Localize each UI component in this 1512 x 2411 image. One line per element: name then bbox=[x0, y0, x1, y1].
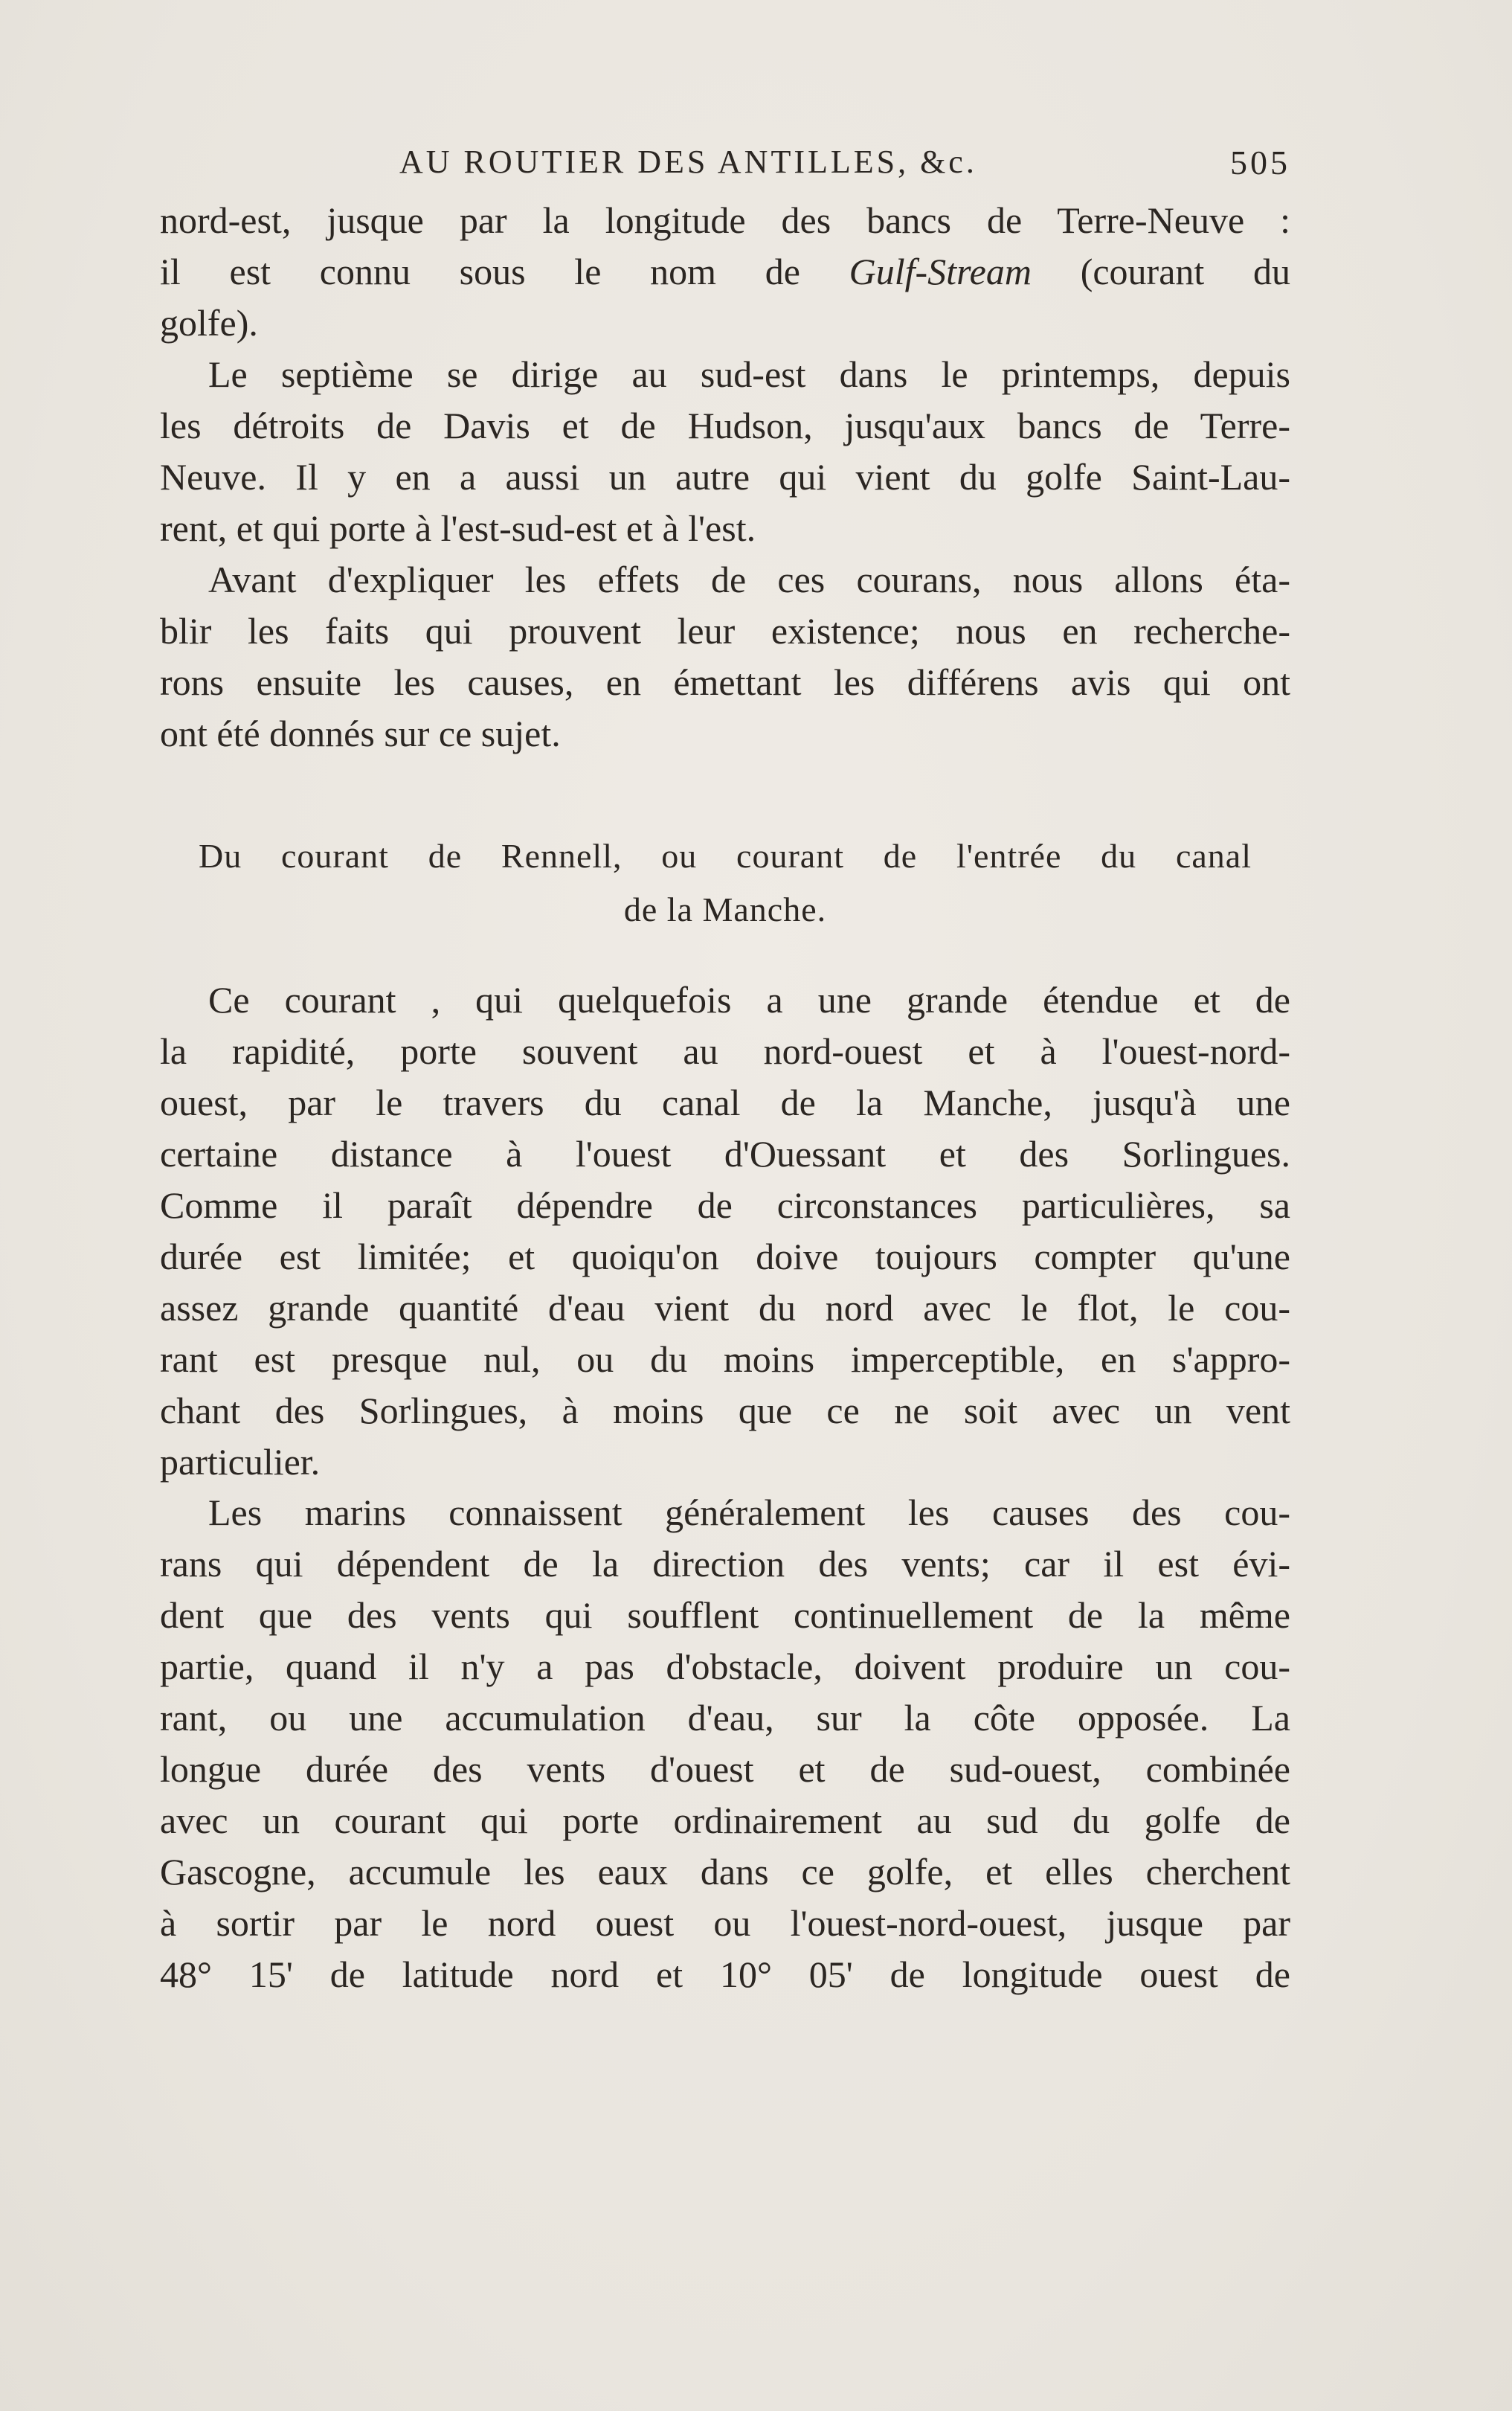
text-line: partie, quand il n'y a pas d'obstacle, doivent produire un cou- bbox=[160, 1646, 1290, 1687]
page-number: 505 bbox=[1230, 144, 1290, 182]
text-line: durée est limitée; et quoiqu'on doive toujours compter qu'une bbox=[160, 1236, 1290, 1277]
text-line: rons ensuite les causes, en émettant les différens avis qui ont bbox=[160, 661, 1290, 703]
text-line: ouest, par le travers du canal de la Manche, jusqu'à une bbox=[160, 1082, 1290, 1123]
text-line: rant, ou une accumulation d'eau, sur la côte opposée. La bbox=[160, 1697, 1290, 1739]
text-line: Gascogne, accumule les eaux dans ce golfe, et elles cherchent bbox=[160, 1851, 1290, 1892]
text-line: Les marins connaissent généralement les causes des cou- bbox=[208, 1492, 1290, 1533]
text-line: blir les faits qui prouvent leur existence; nous en recherche- bbox=[160, 610, 1290, 652]
text-segment: (courant du bbox=[1031, 251, 1290, 292]
text-line: chant des Sorlingues, à moins que ce ne soit avec un vent bbox=[160, 1390, 1290, 1431]
paragraph-seventh-current bbox=[160, 349, 1290, 554]
page-header bbox=[160, 143, 1290, 187]
text-line: rans qui dépendent de la direction des vents; car il est évi- bbox=[160, 1543, 1290, 1585]
text-line: 48° 15' de latitude nord et 10° 05' de longitude ouest de bbox=[160, 1953, 1290, 1995]
running-title: AU ROUTIER DES ANTILLES, &c. bbox=[399, 144, 977, 180]
paragraph-rennell-current bbox=[160, 975, 1290, 1488]
text-line: Comme il paraît dépendre de circonstances particulières, sa bbox=[160, 1184, 1290, 1226]
text-line: avec un courant qui porte ordinairement au sud du golfe de bbox=[160, 1800, 1290, 1841]
text-line: dent que des vents qui soufflent continuellement de la même bbox=[160, 1594, 1290, 1636]
paragraph-before-explaining bbox=[160, 554, 1290, 760]
text-line: certaine distance à l'ouest d'Ouessant et des Sorlingues. bbox=[160, 1133, 1290, 1175]
text-line: rant est presque nul, ou du moins imperceptible, en s'appro- bbox=[160, 1338, 1290, 1380]
paragraph-mariners bbox=[160, 1487, 1290, 2000]
text-line: Ce courant , qui quelquefois a une grande étendue et de bbox=[208, 979, 1290, 1021]
text-line: particulier. bbox=[160, 1441, 321, 1483]
text-line: à sortir par le nord ouest ou l'ouest-nord-ouest, jusque par bbox=[160, 1902, 1290, 1944]
section-heading-line: Du courant de Rennell, ou courant de l'entrée du canal bbox=[199, 837, 1252, 875]
section-heading-line: de la Manche. bbox=[623, 890, 827, 928]
text-line: ont été donnés sur ce sujet. bbox=[160, 713, 561, 754]
text-line: longue durée des vents d'ouest et de sud-ouest, combinée bbox=[160, 1748, 1290, 1790]
paragraph-continuation bbox=[160, 195, 1290, 349]
gulf-stream-term: Gulf-Stream bbox=[849, 251, 1032, 292]
text-line: la rapidité, porte souvent au nord-ouest et à l'ouest-nord- bbox=[160, 1030, 1290, 1072]
section-heading bbox=[160, 829, 1290, 937]
text-line: Neuve. Il y en a aussi un autre qui vient du golfe Saint-Lau- bbox=[160, 456, 1290, 498]
text-line: assez grande quantité d'eau vient du nord avec le flot, le cou- bbox=[160, 1287, 1290, 1329]
text-line: les détroits de Davis et de Hudson, jusqu'aux bancs de Terre- bbox=[160, 405, 1290, 446]
text-line: nord-est, jusque par la longitude des bancs de Terre-Neuve : bbox=[160, 199, 1290, 241]
text-line: Le septième se dirige au sud-est dans le printemps, depuis bbox=[208, 353, 1290, 395]
text-segment: il est connu sous le nom de bbox=[160, 251, 849, 292]
text-line bbox=[160, 246, 1290, 298]
text-line: Avant d'expliquer les effets de ces courans, nous allons éta- bbox=[208, 559, 1290, 600]
text-line: golfe). bbox=[160, 302, 258, 344]
text-line: rent, et qui porte à l'est-sud-est et à l'est. bbox=[160, 507, 756, 549]
